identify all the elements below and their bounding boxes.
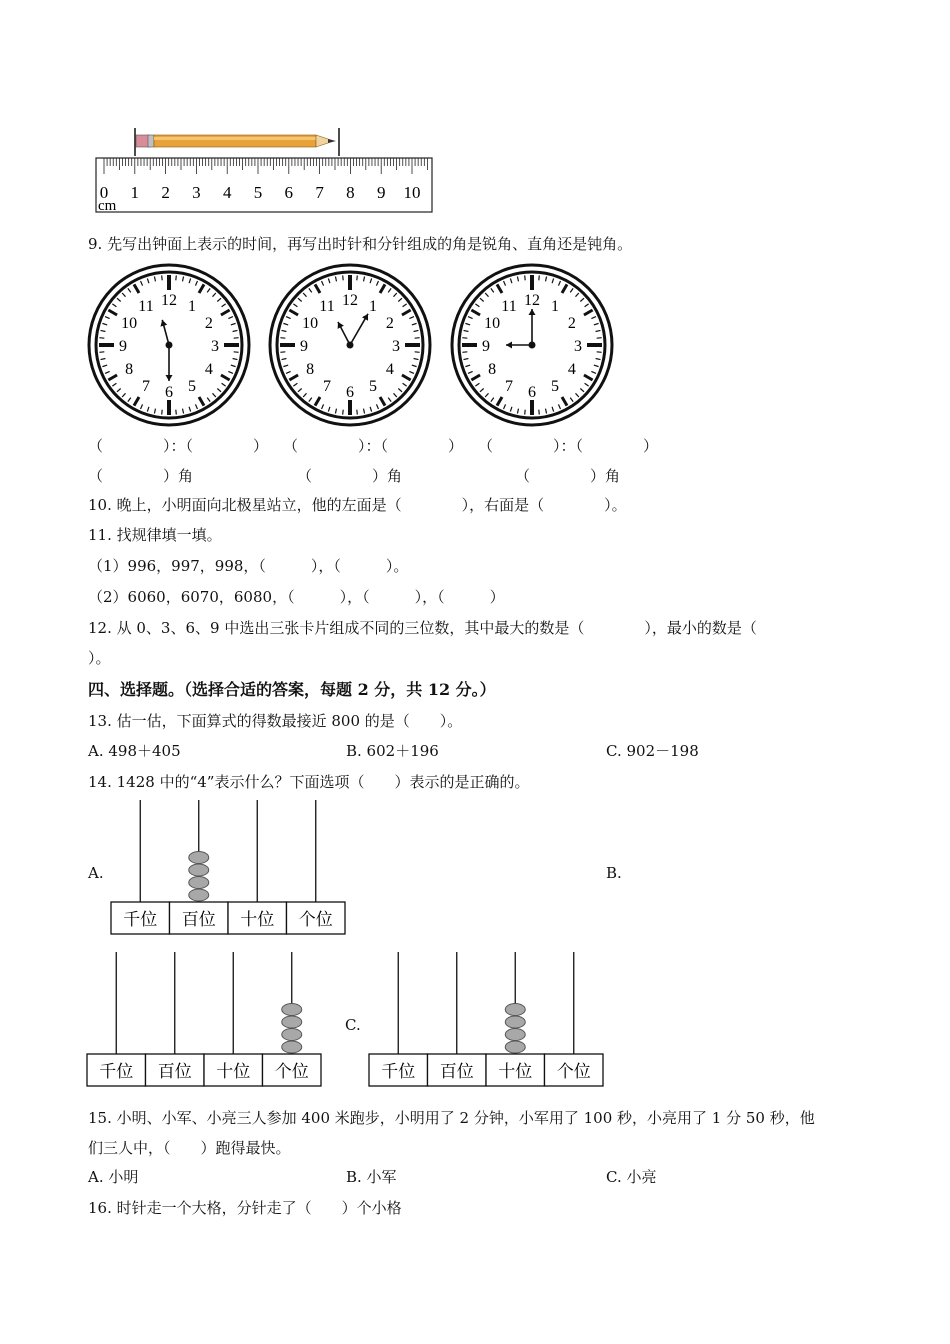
q13-option-b[interactable]: B. 602＋196 [346,742,439,760]
clock-number: 3 [392,338,400,355]
clock-number: 1 [188,298,196,316]
question-13-text: 13. 估一估，下面算式的得数最接近 800 的是（ ）。 [88,712,463,730]
clock-minute-mark [280,338,285,339]
abacus-place-label: 个位 [274,1062,309,1082]
clock-minute-mark [162,410,163,415]
clock-3 [449,262,615,428]
ruler-number: 0 [99,183,109,202]
abacus-b[interactable] [86,952,324,1090]
q15-option-c[interactable]: C. 小亮 [606,1168,657,1186]
ruler-number: 6 [284,183,294,202]
clock-number: 3 [211,338,219,355]
clock-number: 9 [119,338,127,355]
abacus-place-label: 十位 [216,1062,251,1082]
clock-minute-mark [539,410,540,415]
abacus-c[interactable] [368,952,606,1090]
question-15-line-1: 15. 小明、小军、小亮三人参加 400 米跑步，小明用了 2 分钟，小军用了 100 秒，小亮用了 1 分 50 秒，他 [88,1109,815,1127]
abacus-place-label: 千位 [123,910,158,930]
question-12-line-1: 12. 从 0、3、6、9 中选出三张卡片组成不同的三位数，其中最大的数是（ ），最小的数是（ [88,619,757,637]
abacus-bead [189,864,209,876]
clock-center-pin [529,342,536,349]
abacus-bead [505,1029,525,1041]
clock-minute-mark [525,410,526,415]
question-11-title: 11. 找规律填一填。 [88,526,222,544]
abacus-place-label: 百位 [181,910,216,930]
q9-time-blanks[interactable]: （ ）：（ ） （ ）：（ ） （ ）：（ ） [88,437,659,455]
clock-minute-mark [462,338,467,339]
clock-minute-mark [343,275,344,280]
ruler-number: 9 [376,183,386,202]
clock-number: 12 [342,292,358,309]
clock-number: 5 [369,377,377,395]
clock-number: 11 [501,298,517,316]
clock-number: 2 [567,315,576,332]
clock-center-pin [166,342,173,349]
clock-2 [267,262,433,428]
clock-number: 1 [551,298,559,316]
q15-option-a[interactable]: A. 小明 [88,1168,139,1186]
clock-number: 10 [302,315,319,332]
clock-minute-mark [343,410,344,415]
clock-minute-mark [597,338,602,339]
clock-minute-mark [234,352,239,353]
clock-number: 4 [204,361,213,378]
ruler-number: 10 [403,183,421,202]
abacus-bead [189,877,209,889]
question-14-text: 14. 1428 中的“4”表示什么？下面选项（ ）表示的是正确的。 [88,773,530,791]
ruler-number: 5 [253,183,263,202]
clock-minute-mark [462,352,467,353]
question-9-text: 9. 先写出钟面上表示的时间，再写出时针和分针组成的角是锐角、直角还是钝角。 [88,235,633,253]
pencil-ferrule [148,135,154,147]
abacus-bead [282,1029,302,1041]
question-11-part-1: （1）996，997，998，（ ），（ ）。 [88,557,409,575]
clock-number: 6 [165,384,173,401]
abacus-place-label: 千位 [99,1062,134,1082]
clock-number: 7 [142,377,150,395]
clock-minute-mark [234,338,239,339]
ruler-unit: cm [98,198,117,214]
abacus-a[interactable] [110,800,348,938]
ruler-number: 8 [346,183,355,202]
abacus-place-label: 百位 [157,1062,192,1082]
question-11-part-2: （2）6060，6070，6080，（ ），（ ），（ ） [88,588,505,606]
abacus-bead [189,889,209,901]
clock-number: 10 [121,315,138,332]
q9-angle-blank-2[interactable]: （ ）角 [297,467,403,485]
clock-number: 7 [323,377,331,395]
clock-number: 1 [369,298,377,316]
clock-number: 8 [125,361,134,378]
q14-option-b-label[interactable]: B. [606,864,622,882]
abacus-place-label: 千位 [381,1062,416,1082]
clock-number: 8 [306,361,315,378]
clock-minute-mark [525,275,526,280]
clock-number: 12 [161,292,177,309]
abacus-bead [282,1016,302,1028]
ruler-number: 2 [161,183,170,202]
clock-number: 11 [319,298,335,316]
pencil [135,128,339,156]
clock-number: 4 [385,361,394,378]
clock-minute-mark [176,275,177,280]
clock-number: 2 [385,315,394,332]
clock-minute-mark [357,275,358,280]
abacus-place-label: 十位 [240,910,275,930]
q14-option-c-label[interactable]: C. [345,1016,361,1034]
q9-angle-blank-1[interactable]: （ ）角 [88,467,194,485]
clock-center-pin [347,342,354,349]
clock-number: 12 [524,292,540,309]
abacus-bead [282,1041,302,1053]
clock-number: 2 [204,315,213,332]
pencil-tip-lead [328,139,336,143]
clock-minute-mark [357,410,358,415]
clock-number: 5 [188,377,196,395]
abacus-bead [505,1004,525,1016]
clock-minute-mark [597,352,602,353]
clock-number: 9 [300,338,308,355]
question-10-text: 10. 晚上，小明面向北极星站立，他的左面是（ ），右面是（ ）。 [88,496,627,514]
clock-number: 8 [488,361,497,378]
abacus-bead [282,1004,302,1016]
ruler-number: 4 [222,183,232,202]
clock-number: 6 [528,384,536,401]
clock-minute-mark [99,338,104,339]
ruler-with-pencil [90,124,440,216]
section-4-heading: 四、选择题。（选择合适的答案，每题 2 分，共 12 分。） [88,680,496,699]
clock-number: 5 [551,377,559,395]
abacus-bead [505,1016,525,1028]
clock-number: 9 [482,338,490,355]
clock-minute-mark [280,352,285,353]
abacus-place-label: 个位 [556,1062,591,1082]
clock-number: 7 [505,377,513,395]
abacus-place-label: 个位 [298,910,333,930]
clock-1 [86,262,252,428]
abacus-place-label: 百位 [439,1062,474,1082]
question-16-text: 16. 时针走一个大格，分针走了（ ）个小格 [88,1199,402,1217]
clock-minute-mark [162,275,163,280]
clock-number: 10 [484,315,501,332]
abacus-bead [505,1041,525,1053]
question-12-line-2: ）。 [88,649,111,667]
ruler-number: 1 [130,183,140,202]
clock-minute-mark [415,338,420,339]
clock-minute-mark [539,275,540,280]
abacus-bead [189,852,209,864]
q13-option-a[interactable]: A. 498＋405 [88,742,181,760]
q14-option-a-label[interactable]: A. [88,864,104,882]
clock-number: 3 [574,338,582,355]
clock-number: 4 [567,361,576,378]
q13-option-c[interactable]: C. 902－198 [606,742,699,760]
ruler-number: 7 [315,183,324,202]
question-15-line-2: 们三人中，（ ）跑得最快。 [88,1139,291,1157]
clock-number: 11 [138,298,154,316]
q15-option-b[interactable]: B. 小军 [346,1168,397,1186]
clock-minute-mark [176,410,177,415]
abacus-place-label: 十位 [498,1062,533,1082]
clock-minute-mark [99,352,104,353]
ruler-number: 3 [192,183,201,202]
clock-minute-mark [415,352,420,353]
pencil-body [154,135,316,147]
clock-number: 6 [346,384,354,401]
q9-angle-blank-3[interactable]: （ ）角 [515,467,621,485]
